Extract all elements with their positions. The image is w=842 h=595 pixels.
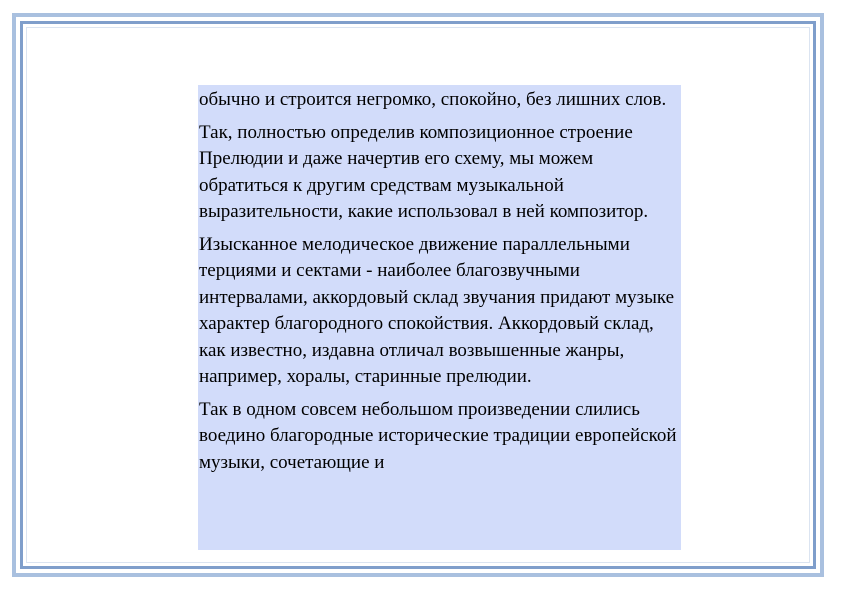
paragraph-4: Так в одном совсем небольшом произведении слились воедино благородные исторические традиции европейской музыки, сочетающие и [199,398,677,473]
highlighted-text-block [198,85,681,550]
paragraph-2: Так, полностью определив композиционное строение Прелюдии и даже начертив его схему, мы можем обратиться к другим средствам музыкальной выразительности, какие использовал в ней композитор. [199,121,649,222]
paragraph-1: обычно и строится негромко, спокойно, без лишних слов. [199,89,667,110]
paragraph-3: Изысканное мелодическое движение параллельными терциями и сектами - наиболее благозвучными интервалами, аккордовый склад звучания придают музыке характер благородного спокойствия. Аккордовый склад, как известно, издавна отличал возвышенные жанры, например, хоралы, старинные прелюдии. [199,233,675,387]
